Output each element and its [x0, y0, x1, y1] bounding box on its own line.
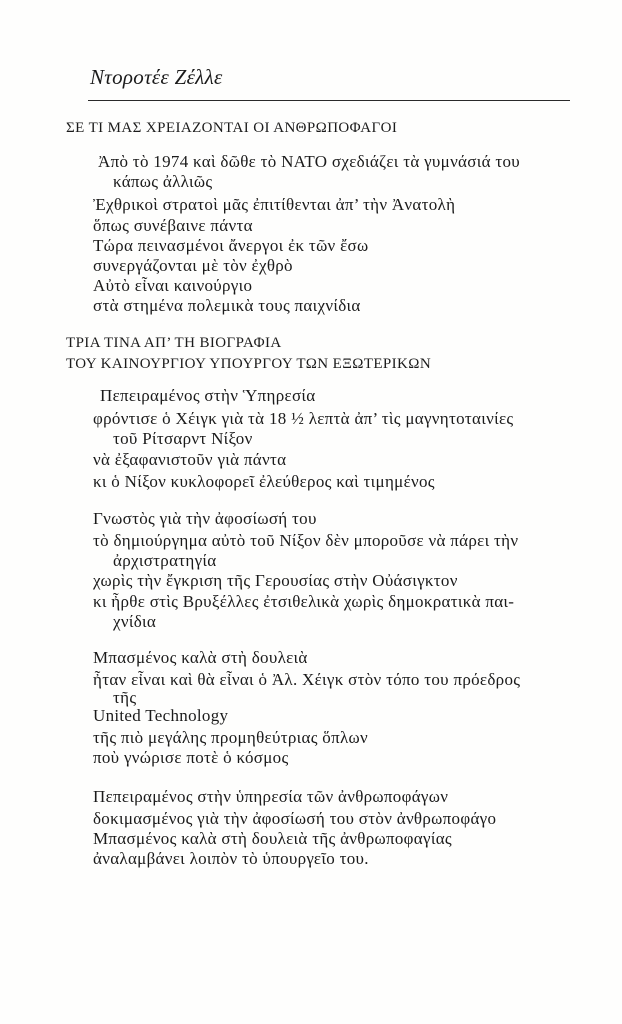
poem-line-continuation: ἀρχιστρατηγία — [113, 551, 217, 570]
poem-line: κι ὁ Νίξον κυκλοφορεῖ ἐλεύθερος καὶ τιμημένος — [93, 472, 435, 491]
poem-line: Αὐτὸ εἶναι καινούργιο — [93, 276, 253, 295]
poem-line: φρόντισε ὁ Χέιγκ γιὰ τὰ 18 ½ λεπτὰ ἀπ’ τὶς μαγνητοταινίες — [93, 409, 514, 428]
poem-line-continuation: τοῦ Ρίτσαρντ Νίξον — [113, 429, 253, 448]
poem-line: United Technology — [93, 706, 229, 725]
poem-line: στὰ στημένα πολεμικὰ τους παιχνίδια — [93, 296, 361, 315]
poem-title: ΤΡΙΑ ΤΙΝΑ ΑΠ’ ΤΗ ΒΙΟΓΡΑΦΙΑ — [66, 335, 282, 351]
poem-line: Πεπειραμένος στὴν ὑπηρεσία τῶν ἀνθρωποφάγων — [93, 787, 449, 806]
poem-line: Μπασμένος καλὰ στὴ δουλειὰ τῆς ἀνθρωποφαγίας — [93, 829, 452, 848]
poem-line: ποὺ γνώρισε ποτὲ ὁ κόσμος — [93, 748, 289, 767]
poem-line: Πεπειραμένος στὴν Ὑπηρεσία — [100, 386, 316, 405]
poem-line-continuation: κάπως ἀλλιῶς — [113, 172, 213, 191]
poem-line: δοκιμασμένος γιὰ τὴν ἀφοσίωσή του στὸν ἀνθρωποφάγο — [93, 809, 497, 828]
poem-line: ἦταν εἶναι καὶ θὰ εἶναι ὁ Ἀλ. Χέιγκ στὸν τόπο του πρόεδρος — [93, 670, 521, 689]
poem-line: ὅπως συνέβαινε πάντα — [93, 216, 253, 235]
poem-line-continuation: τῆς — [113, 688, 137, 707]
poem-line: χωρὶς τὴν ἔγκριση τῆς Γερουσίας στὴν Οὐάσιγκτον — [93, 571, 458, 590]
poem-line: τὸ δημιούργημα αὐτὸ τοῦ Νίξον δὲν μποροῦσε νὰ πάρει τὴν — [93, 531, 519, 550]
poem-line: Ἀπὸ τὸ 1974 καὶ δῶθε τὸ ΝΑΤΟ σχεδιάζει τὰ γυμνάσιά του — [98, 152, 520, 171]
poem-line: κι ἦρθε στὶς Βρυξέλλες ἐτσιθελικὰ χωρὶς δημοκρατικὰ παι- — [93, 592, 515, 611]
poem-title: ΤΟΥ ΚΑΙΝΟΥΡΓΙΟΥ ΥΠΟΥΡΓΟΥ ΤΩΝ ΕΞΩΤΕΡΙΚΩΝ — [66, 356, 432, 372]
poem-line-continuation: χνίδια — [113, 612, 157, 631]
poem-line: ἀναλαμβάνει λοιπὸν τὸ ὑπουργεῖο του. — [93, 849, 369, 868]
poem-line: Μπασμένος καλὰ στὴ δουλειὰ — [93, 648, 308, 667]
poem-line: τῆς πιὸ μεγάλης προμηθεύτριας ὅπλων — [93, 728, 368, 747]
poem-line: Γνωστὸς γιὰ τὴν ἀφοσίωσή του — [93, 509, 317, 528]
poem-line: Τώρα πεινασμένοι ἄνεργοι ἐκ τῶν ἔσω — [93, 236, 369, 255]
poem-line: Ἐχθρικοὶ στρατοὶ μᾶς ἐπιτίθενται ἀπ’ τὴν Ἀνατολὴ — [93, 195, 456, 214]
running-head-author: Ντοροτέε Ζέλλε — [90, 65, 223, 89]
header-rule — [88, 100, 570, 101]
poem-title: ΣΕ ΤΙ ΜΑΣ ΧΡΕΙΑΖΟΝΤΑΙ ΟΙ ΑΝΘΡΩΠΟΦΑΓΟΙ — [66, 120, 398, 136]
poem-line: συνεργάζονται μὲ τὸν ἐχθρὸ — [93, 256, 293, 275]
poem-line: νὰ ἐξαφανιστοῦν γιὰ πάντα — [93, 450, 287, 469]
